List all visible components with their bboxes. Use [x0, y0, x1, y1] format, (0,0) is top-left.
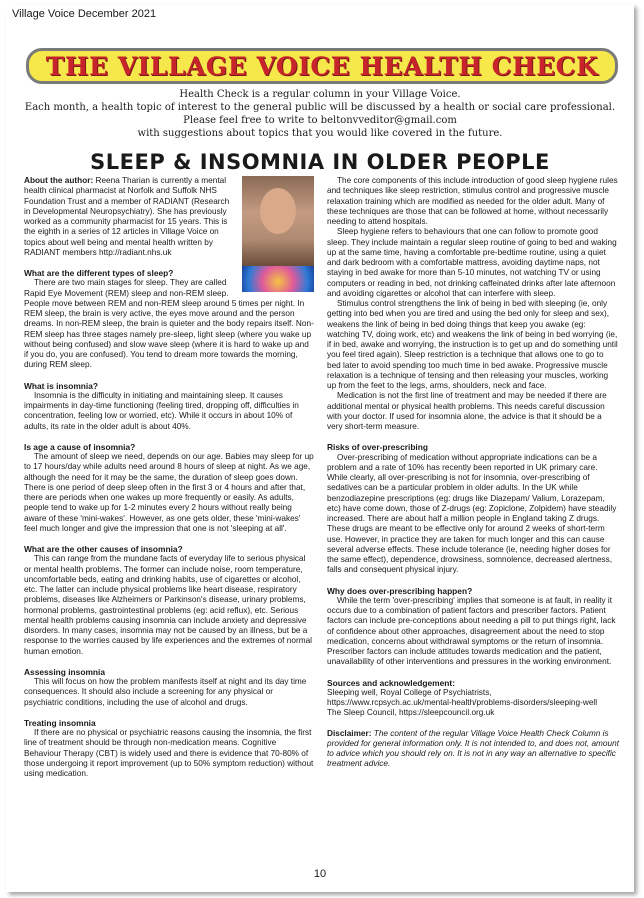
issue-header: Village Voice December 2021	[12, 8, 157, 20]
section-heading: Assessing insomnia	[24, 666, 105, 677]
disclaimer-label: Disclaimer:	[327, 728, 372, 738]
right-column	[327, 176, 619, 770]
paragraph: Sleep hygiene refers to behaviours that one can follow to promote good sleep. They include maintain a regular sleep routine of going to bed and waking up at the same time, having a comfortable pre-bedtime routine, using a quiet and dark bedroom with a comfortable mattress, avoiding daytime naps, not staying in bed awake for more than 5-10 minutes, not watching TV or using computers or reading in bed, not drinking caffeinated drinks after late afternoon and avoiding cigarettes or alcohol that can interfere with sleep.	[327, 227, 617, 298]
author-label: About the author:	[24, 176, 94, 185]
intro-block	[6, 88, 634, 140]
section-heading: Risks of over-prescribing	[327, 442, 428, 453]
left-column	[24, 176, 314, 779]
paragraph: There are two main stages for sleep. They are called Rapid Eye Movement (REM) sleep and non-REM sleep. People move between REM and non-REM sleep around 5 times per night. In REM sleep, the brain is very active, the eyes move around and the person dreams. In non-REM sleep, the brain is quieter and the body repairs itself. Non-REM sleep has three stages namely pre-sleep, light sleep (where you wake up without being confused) and slow wave sleep (where it is hard to wake up and if you do, you are confused). You tend to dream more towards the morning, during REM sleep.	[24, 278, 314, 370]
author-photo	[242, 176, 314, 294]
section-heading: Why does over-prescribing happen?	[327, 585, 473, 596]
paragraph: This can range from the mundane facts of everyday life to serious physical or mental health problems. The former can include noise, room temperature, uncomfortable beds, eating and drinking habits, use of cigarettes or alcohol, etc. The latter can include physical problems like heart disease, respiratory problems, diseases like Alzheimers or Parkinson's disease, urinary problems, hormonal problems, gastrointestinal problems (eg: acid reflux), etc. Serious mental health problems causing insomnia can include anxiety and depressive disorders. In many cases, insomnia may not be caused by an illness, but be a response to the worries caused by life experiences and the extremes of normal human emotion.	[24, 554, 312, 656]
paragraph: Stimulus control strengthens the link of being in bed with sleeping (ie, only getting into bed when you are tired and using the bed only for sleep and sex), weakens the link of being in bed doing things that keep you awake (eg: watching TV, doing work, etc) and weakens the link of being in bed worrying (ie, if in bed, awake and worrying, the instruction is to get up and do something until you feel tired again). Sleep restriction is a technique that allows one to go to bed later to avoid spending too much time in bed awake. Progressive muscle relaxation is a technique of tensing and then releasing your muscles, working up from the feet to the legs, arms, shoulders, neck and face.	[327, 299, 618, 390]
paragraph: If there are no physical or psychiatric reasons causing the insomnia, the first line of treatment should be through non-medication means. Cognitive Behaviour Therapy (CBT) is widely used and there is evidence that 70-80% of those undergoing it report improvement (up to 50% symptom reduction) without using medication.	[24, 728, 314, 778]
section-heading: What is insomnia?	[24, 380, 98, 391]
paragraph: While the term 'over-prescribing' implies that someone is at fault, in reality it occurs due to a combination of patient factors and prescriber factors. Patient factors can include pre-conceptions about needing a pill to put things right, lack of confidence about other approaches, disagreement about the need to stop medication, concerns about withdrawal symptoms or the return of insomnia. Prescriber factors can include attitudes towards medication and the patient, unavailability of other interventions and pressures in the working environment.	[327, 595, 616, 667]
disclaimer-text: The content of the regular Village Voice Health Check Column is provided for general information only. It is not intended to, and does not, amount to advice which you should rely on. It is not in any way an alternative to specific treatment advice.	[327, 728, 619, 769]
column-banner	[26, 48, 618, 84]
intro-line: Each month, a health topic of interest to the general public will be discussed by a health or social care professional.	[24, 102, 616, 113]
section-heading: Treating insomnia	[24, 717, 96, 728]
section-heading: What are the different types of sleep?	[24, 268, 174, 278]
source-line: The Sleep Council, https://sleepcouncil.org.uk	[327, 708, 495, 718]
section-heading: Sources and acknowledgement:	[327, 677, 455, 688]
author-portrait	[242, 176, 314, 266]
source-line: Sleeping well, Royal College of Psychiatrists,	[327, 687, 492, 697]
intro-line: Please feel free to write to beltonvveditor@gmail.com	[183, 115, 457, 126]
paragraph: Medication is not the first line of treatment and may be needed if there are additional mental or physical health problems. This needs careful discussion with your doctor. If used for insomnia alone, the advice is that it should be a very short-term measure.	[327, 391, 607, 431]
source-link[interactable]: https://www.rcpsych.ac.uk/mental-health/problems-disorders/sleeping-well	[327, 698, 598, 707]
article-title: SLEEP & INSOMNIA IN OLDER PEOPLE	[90, 150, 550, 174]
paragraph: This will focus on how the problem manifests itself at night and its day time consequences. It should also include a screening for any physical or psychiatric conditions, including the use of alcohol and drugs.	[24, 677, 307, 707]
section-heading: What are the other causes of insomnia?	[24, 544, 183, 554]
paragraph: Insomnia is the difficulty in initiating and maintaining sleep. It causes impairments in day-time functioning (feeling tired, dropping off, difficulties in concentration, feeling low or worried, etc). While it occurs in about 10% of adults, its rate in the older adult is about 40%.	[24, 390, 299, 431]
disclaimer	[327, 729, 619, 770]
paragraph: The core components of this include introduction of good sleep hygiene rules and techniques like sleep restriction, stimulus control and progressive muscle relaxation training which are modified as needed for the older adult. Many of these techniques are those that can be followed at home, without necessarily needing to attend hospitals.	[327, 176, 618, 226]
paragraph: Over-prescribing of medication without appropriate indications can be a problem and a rate of 10% has recently been reported in UK primary care. While clearly, all over-prescribing is not for insomnia, over-prescribing of sedatives can be a particular problem in older adults. In the UK while benzodiazepine prescriptions (eg: drugs like Diazepam/ Valium, Lorazepam, etc) have come down, those of Z-drugs (eg: Zopiclone, Zolpidem) have steadily increased. There are about half a million people in England taking Z drugs. These drugs are meant to be effective only for around 2 weeks of short-term use. However, in practice they are taken for much longer and this can cause several adverse effects. These include tolerance (ie, needing higher doses for the same effect), dependence, drowsiness, somnolence, decreased alertness, falls and consequent physical injury.	[327, 452, 617, 575]
banner-title: THE VILLAGE VOICE HEALTH CHECK	[45, 51, 599, 81]
intro-line: with suggestions about topics that you would like covered in the future.	[137, 128, 503, 139]
section-heading: Is age a cause of insomnia?	[24, 441, 136, 452]
page	[6, 4, 634, 892]
paragraph: The amount of sleep we need, depends on our age. Babies may sleep for up to 17 hours/day while adults need around 8 hours of sleep at night. As we age, although the need for it may be the same, the duration of sleep goes down. There is one period of deep sleep often in the first 3 or 4 hours and after that, there are periods when one wakes up more frequently or easily. As adults, people tend to wake up for 1-2 minutes every 2 hours without really being aware of these 'mini-wakes'. However, as one gets older, these 'mini-wakes' feel much longer and give the impression that one is not 'sleeping at all'.	[24, 452, 314, 533]
author-text: Reena Tharian is currently a mental health clinical pharmacist at Norfolk and Suffolk NHS Foundation Trust and a member of RADIANT (Research in Developmental Neuropsychiatry). She has previously worked as a community pharmacist for 15 years. This is the eighth in a series of 12 articles in Village Voice on topics about well being and mental health written by RADIANT members http://radiant.nhs.uk	[24, 176, 230, 257]
radiant-logo	[242, 266, 314, 292]
page-number: 10	[313, 868, 327, 880]
intro-line: Health Check is a regular column in your Village Voice.	[179, 89, 461, 100]
